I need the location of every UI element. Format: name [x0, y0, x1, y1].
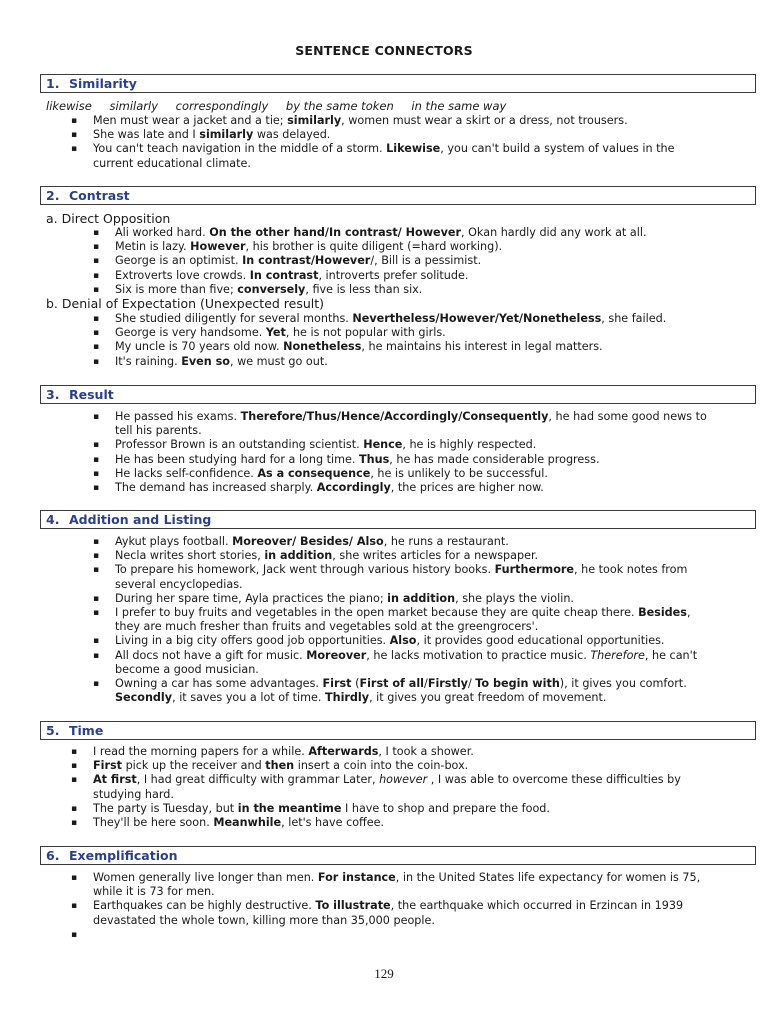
connector-phrase: in addition: [387, 591, 456, 605]
connector-phrase: Afterwards: [308, 745, 379, 758]
connector-word: similarly: [109, 99, 159, 113]
list-line: [115, 481, 544, 495]
list-line: [115, 677, 687, 691]
text-run: , I was able to overcome these difficulties by: [427, 773, 681, 787]
bullet-icon: ▪: [93, 551, 100, 562]
text-run: Earthquakes can be highly destructive.: [93, 899, 316, 913]
text-run: Ali worked hard.: [115, 226, 210, 239]
bullet-icon: ▪: [93, 440, 100, 451]
text-run: , she plays the violin.: [455, 591, 574, 605]
list-line: [93, 788, 174, 802]
section-title: Exemplification: [69, 848, 178, 863]
list-line: [93, 157, 251, 171]
text-run: ), it gives you comfort.: [559, 677, 687, 690]
text-run: while it is 73 for men.: [93, 885, 215, 899]
bullet-icon: ▪: [93, 284, 100, 295]
section-number: 4.: [46, 512, 60, 527]
section-heading-similarity: [40, 74, 756, 93]
list-line: [115, 606, 691, 620]
bullet-icon: ▪: [93, 256, 100, 267]
list-line: [93, 816, 384, 830]
text-run: , we must go out.: [229, 354, 328, 368]
bullet-icon: ▪: [93, 650, 100, 661]
section-heading-time: [40, 721, 756, 740]
section-title: Similarity: [69, 76, 137, 91]
text-run: , women must wear a skirt or a dress, not trousers.: [341, 114, 628, 127]
list-line: [115, 283, 422, 297]
list-line: [115, 269, 468, 283]
list-line: [115, 326, 446, 340]
bullet-icon: ▪: [93, 242, 100, 253]
connector-phrase: Thirdly: [324, 691, 370, 705]
connector-phrase: Also: [389, 634, 417, 648]
text-run: Aykut plays football.: [115, 535, 233, 548]
bullet-icon: ▪: [93, 679, 100, 689]
section-title: Contrast: [69, 188, 130, 203]
text-run: , it saves you a lot of time.: [172, 691, 325, 705]
bullet-icon: ▪: [71, 761, 78, 772]
bullet-icon: ▪: [93, 454, 100, 465]
connector-word: likewise: [46, 99, 92, 113]
list-line: [93, 128, 330, 142]
connector-phrase: Besides: [638, 606, 687, 619]
connector-phrase: however: [379, 773, 428, 787]
section-number: 1.: [46, 76, 60, 91]
text-run: (: [351, 677, 360, 690]
list-line: [115, 410, 707, 424]
connector-phrase: In contrast: [249, 268, 319, 282]
bullet-icon: ▪: [71, 901, 78, 912]
connector-phrase: However: [190, 240, 246, 254]
text-run: tell his parents.: [115, 424, 202, 438]
text-run: current educational climate.: [93, 156, 251, 170]
text-run: , he is unlikely to be successful.: [370, 466, 548, 480]
text-run: , he runs a restaurant.: [383, 535, 509, 548]
text-run: , I had great difficulty with grammar Later,: [136, 773, 380, 787]
text-run: To prepare his homework, Jack went through various history books.: [115, 563, 495, 577]
text-run: studying hard.: [93, 787, 174, 801]
section-heading-contrast: [40, 186, 756, 205]
text-run: become a good musician.: [115, 662, 259, 676]
connector-phrase: in addition: [264, 549, 333, 563]
connector-phrase: Moreover: [306, 648, 367, 662]
text-run: He lacks self-confidence.: [115, 466, 258, 480]
connector-phrase: First: [322, 677, 352, 690]
list-line: [93, 759, 468, 773]
text-run: , she writes articles for a newspaper.: [332, 549, 539, 563]
connector-phrase: To begin with: [475, 677, 560, 690]
text-run: Men must wear a jacket and a tie;: [93, 114, 288, 127]
text-run: All docs not have a gift for music.: [115, 648, 307, 662]
text-run: , in the United States life expectancy for women is 75,: [395, 871, 701, 884]
text-run: , let's have coffee.: [281, 816, 385, 829]
text-run: They'll be here soon.: [93, 816, 214, 829]
section-number: 3.: [46, 387, 60, 402]
connector-phrase: First of all: [359, 677, 425, 690]
connector-phrase: in the meantime: [237, 801, 342, 815]
bullet-icon: ▪: [71, 747, 78, 757]
text-run: , he is highly respected.: [402, 438, 537, 452]
text-run: The party is Tuesday, but: [93, 801, 238, 815]
connector-phrase: As a consequence: [257, 466, 371, 480]
list-line: [115, 254, 481, 268]
text-run: Professor Brown is an outstanding scientist.: [115, 438, 364, 452]
text-run: /: [467, 677, 476, 690]
bullet-icon: ▪: [93, 342, 100, 353]
bullet-icon: ▪: [71, 929, 78, 940]
section-heading-result: [40, 385, 756, 404]
bullet-icon: ▪: [93, 356, 100, 367]
section-title: Time: [69, 723, 104, 738]
section-heading-addition: [40, 510, 756, 529]
connector-phrase: In contrast/However: [242, 254, 371, 268]
text-run: Living in a big city offers good job opportunities.: [115, 634, 390, 648]
text-run: , I took a shower.: [378, 745, 474, 758]
bullet-icon: ▪: [93, 537, 100, 547]
text-run: Six is more than five;: [115, 282, 238, 296]
list-line: [115, 592, 574, 606]
list-line: [115, 563, 687, 577]
text-run: pick up the receiver and: [122, 759, 266, 773]
text-run: , he lacks motivation to practice music.: [366, 648, 591, 662]
text-run: During her spare time, Ayla practices the piano;: [115, 591, 388, 605]
text-run: You can't teach navigation in the middle of a storm.: [93, 142, 387, 156]
text-run: George is an optimist.: [115, 254, 243, 268]
text-run: She was late and I: [93, 128, 200, 142]
list-line: [115, 453, 600, 467]
list-line: [115, 535, 509, 549]
text-run: , it gives you great freedom of movement.: [369, 691, 607, 705]
list-line: [115, 663, 259, 677]
text-run: Necla writes short stories,: [115, 549, 265, 563]
bullet-icon: ▪: [71, 818, 78, 828]
list-line: [93, 802, 550, 816]
subheading-denial-of-expectation: b. Denial of Expectation (Unexpected result): [46, 296, 325, 311]
connector-phrase: then: [265, 759, 295, 773]
text-run: Metin is lazy.: [115, 240, 191, 254]
section-number: 6.: [46, 848, 60, 863]
list-line: [115, 240, 502, 254]
text-run: several encyclopedias.: [115, 577, 243, 591]
list-line: [115, 691, 606, 705]
list-line: [93, 899, 683, 913]
bullet-icon: ▪: [71, 144, 78, 155]
list-line: [93, 114, 628, 128]
text-run: Owning a car has some advantages.: [115, 677, 323, 690]
connector-phrase: Secondly: [115, 691, 173, 705]
bullet-icon: ▪: [93, 608, 100, 618]
text-run: It's raining.: [115, 354, 182, 368]
text-run: , he can't: [644, 648, 698, 662]
text-run: , it provides good educational opportunities.: [416, 634, 665, 648]
page-title: SENTENCE CONNECTORS: [295, 43, 473, 58]
text-run: , Okan hardly did any work at all.: [461, 226, 647, 239]
list-line: [93, 871, 700, 885]
text-run: insert a coin into the coin-box.: [294, 759, 469, 773]
list-line: [115, 226, 647, 240]
text-run: , he had some good news to: [548, 410, 707, 423]
text-run: , he has made considerable progress.: [389, 452, 600, 466]
text-run: , his brother is quite diligent (=hard working).: [245, 240, 503, 254]
text-run: I prefer to buy fruits and vegetables in the open market because they are quite cheap there.: [115, 606, 639, 619]
text-run: The demand has increased sharply.: [115, 481, 317, 494]
connector-phrase: conversely: [237, 282, 306, 296]
connector-phrase: similarly: [199, 128, 254, 142]
text-run: , the prices are higher now.: [390, 481, 544, 494]
connector-phrase: similarly: [287, 114, 342, 127]
connector-phrase: Furthermore: [494, 563, 575, 577]
list-line: [93, 885, 215, 899]
list-line: [115, 634, 664, 648]
connector-word: by the same token: [285, 99, 394, 113]
list-line: [93, 142, 674, 156]
text-run: , the earthquake which occurred in Erzincan in 1939: [390, 899, 684, 913]
text-run: My uncle is 70 years old now.: [115, 340, 284, 354]
text-run: Women generally live longer than men.: [93, 871, 318, 884]
connector-word: correspondingly: [175, 99, 269, 113]
section-heading-exemplification: [40, 846, 756, 865]
section-title: Result: [69, 387, 114, 402]
bullet-icon: ▪: [71, 775, 78, 786]
text-run: , he took notes from: [574, 563, 688, 577]
bullet-icon: ▪: [71, 873, 78, 883]
bullet-icon: ▪: [93, 468, 100, 479]
text-run: /: [424, 677, 428, 690]
text-run: I read the morning papers for a while.: [93, 745, 309, 758]
list-line: [115, 649, 697, 663]
connector-phrase: Therefore: [590, 648, 645, 662]
list-line: [115, 355, 328, 369]
list-line: [93, 745, 474, 759]
text-run: , he maintains his interest in legal matters.: [361, 340, 603, 354]
connector-word-list: [46, 99, 520, 113]
connector-phrase: Firstly: [427, 677, 468, 690]
bullet-icon: ▪: [93, 483, 100, 493]
text-run: , five is less than six.: [305, 282, 423, 296]
text-run: She studied diligently for several months.: [115, 312, 353, 325]
text-run: He has been studying hard for a long time.: [115, 452, 360, 466]
list-line: [115, 424, 202, 438]
text-run: was delayed.: [253, 128, 331, 142]
connector-phrase: Meanwhile: [213, 816, 282, 829]
bullet-icon: ▪: [71, 116, 78, 126]
connector-phrase: Yet: [265, 326, 286, 340]
list-line: [115, 578, 243, 592]
list-line: [93, 773, 681, 787]
connector-phrase: To illustrate: [315, 899, 391, 913]
list-line: [115, 340, 603, 354]
subheading-direct-opposition: a. Direct Opposition: [46, 211, 171, 226]
text-run: He passed his exams.: [115, 410, 241, 423]
connector-phrase: Moreover/ Besides/ Also: [232, 535, 384, 548]
bullet-icon: ▪: [93, 328, 100, 339]
section-title: Addition and Listing: [69, 512, 212, 527]
bullet-icon: ▪: [93, 270, 100, 281]
text-run: I have to shop and prepare the food.: [341, 801, 550, 815]
bullet-icon: ▪: [71, 803, 78, 814]
bullet-icon: ▪: [93, 636, 100, 647]
connector-phrase: Likewise: [386, 142, 441, 156]
connector-phrase: For instance: [317, 871, 396, 884]
section-number: 5.: [46, 723, 60, 738]
connector-word: in the same way: [411, 99, 507, 113]
connector-phrase: First: [93, 759, 123, 773]
page-number: 129: [374, 966, 394, 981]
connector-phrase: Nonetheless: [283, 340, 362, 354]
text-run: , she failed.: [601, 312, 667, 325]
list-line: [115, 620, 538, 634]
connector-phrase: Thus: [359, 452, 390, 466]
list-line: [115, 438, 536, 452]
list-line: [115, 312, 666, 326]
connector-phrase: Nevertheless/However/Yet/Nonetheless: [352, 312, 602, 325]
bullet-icon: ▪: [93, 565, 100, 576]
text-run: devastated the whole town, killing more than 35,000 people.: [93, 913, 435, 927]
text-run: , he is not popular with girls.: [285, 326, 446, 340]
text-run: /, Bill is a pessimist.: [370, 254, 482, 268]
connector-phrase: At first: [93, 773, 137, 787]
text-run: they are much fresher than fruits and vegetables sold at the greengrocers'.: [115, 620, 539, 634]
connector-phrase: Therefore/Thus/Hence/Accordingly/Consequently: [240, 410, 549, 423]
bullet-icon: ▪: [93, 314, 100, 324]
list-line: [93, 914, 435, 928]
section-number: 2.: [46, 188, 60, 203]
connector-phrase: Hence: [363, 438, 403, 452]
text-run: , introverts prefer solitude.: [318, 268, 469, 282]
text-run: Extroverts love crowds.: [115, 268, 250, 282]
text-run: , you can't build a system of values in the: [440, 142, 675, 156]
connector-phrase: On the other hand/In contrast/ However: [209, 226, 462, 239]
connector-phrase: Accordingly: [316, 481, 391, 494]
list-line: [115, 467, 548, 481]
connector-phrase: Even so: [181, 354, 230, 368]
bullet-icon: ▪: [93, 228, 100, 238]
bullet-icon: ▪: [93, 412, 100, 422]
bullet-icon: ▪: [71, 130, 78, 141]
text-run: ,: [686, 606, 691, 619]
bullet-icon: ▪: [93, 593, 100, 604]
list-line: [115, 549, 538, 563]
text-run: George is very handsome.: [115, 326, 266, 340]
